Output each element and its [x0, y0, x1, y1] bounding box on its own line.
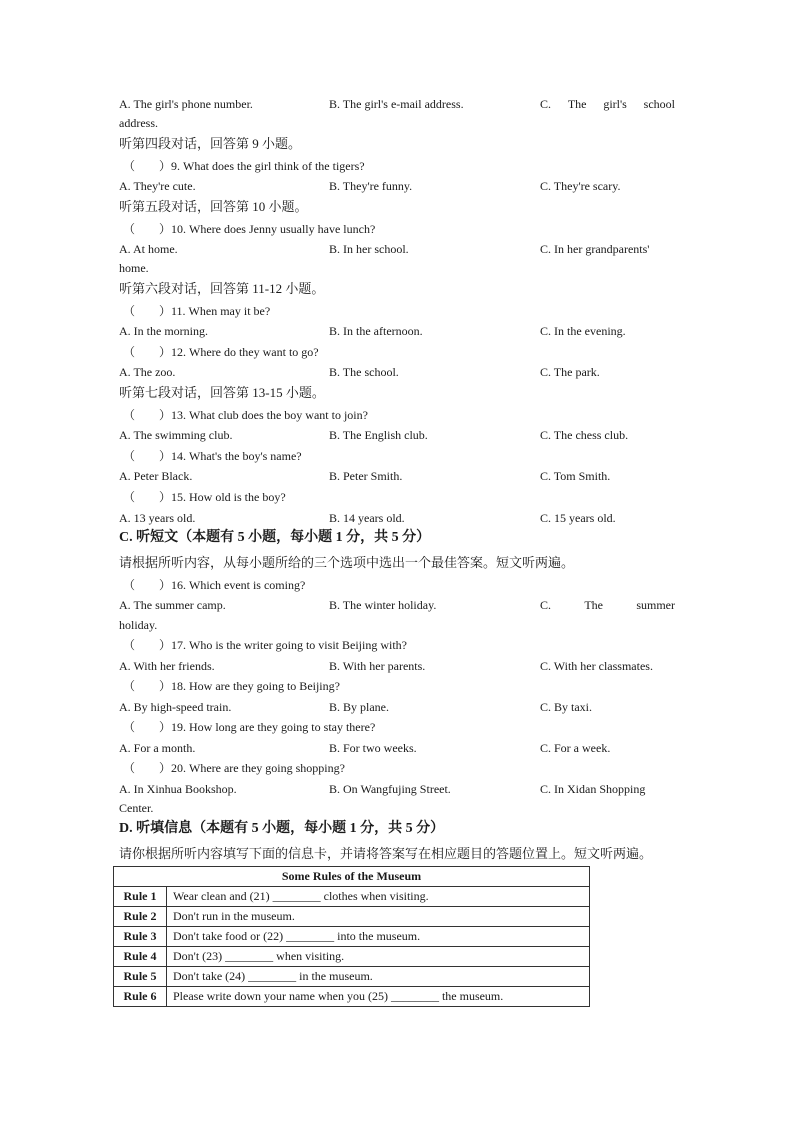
q14-option-c: C. Tom Smith.	[540, 469, 611, 483]
table-row	[114, 927, 590, 947]
part-4-heading: 听第四段对话，回答第 9 小题。	[119, 136, 302, 151]
q16-option-c-word: summer	[636, 598, 675, 612]
table-row	[114, 947, 590, 967]
q19-option-b: B. For two weeks.	[329, 741, 417, 755]
q9-option-b: B. They're funny.	[329, 179, 413, 193]
q10-option-c-wrap: home.	[119, 261, 149, 275]
rule-label: Rule 2	[114, 907, 167, 927]
table-row	[114, 907, 590, 927]
q20-option-c-wrap: Center.	[119, 801, 154, 815]
section-d-title: D. 听填信息（本题有 5 小题，每小题 1 分，共 5 分）	[119, 821, 445, 836]
q8-option-b: B. The girl's e-mail address.	[329, 97, 464, 111]
part-5-heading: 听第五段对话，回答第 10 小题。	[119, 199, 308, 214]
q15-option-c: C. 15 years old.	[540, 511, 616, 525]
q12-stem: （ ）12. Where do they want to go?	[123, 345, 319, 359]
section-c-instructions: 请根据所听内容，从每小题所给的三个选项中选出一个最佳答案。短文听两遍。	[119, 555, 575, 570]
q10-option-b: B. In her school.	[329, 242, 409, 256]
q16-option-b: B. The winter holiday.	[329, 598, 437, 612]
q19-option-a: A. For a month.	[119, 741, 196, 755]
q14-stem: （ ）14. What's the boy's name?	[123, 449, 302, 463]
q16-option-a: A. The summer camp.	[119, 598, 226, 612]
rule-text: Don't take food or (22) ________ into the museum.	[167, 927, 590, 947]
rule-label: Rule 1	[114, 887, 167, 907]
q20-option-b: B. On Wangfujing Street.	[329, 782, 451, 796]
q11-stem: （ ）11. When may it be?	[123, 304, 271, 318]
q18-option-c: C. By taxi.	[540, 700, 593, 714]
rule-label: Rule 6	[114, 987, 167, 1007]
q18-stem: （ ）18. How are they going to Beijing?	[123, 679, 340, 693]
q13-option-b: B. The English club.	[329, 428, 428, 442]
q19-stem: （ ）19. How long are they going to stay there?	[123, 720, 376, 734]
rule-text: Please write down your name when you (25) ________ the museum.	[167, 987, 590, 1007]
q9-stem: （ ）9. What does the girl think of the tigers?	[123, 159, 365, 173]
q13-stem: （ ）13. What club does the boy want to join?	[123, 408, 368, 422]
section-d-instructions: 请你根据所听内容填写下面的信息卡，并请将答案写在相应题目的答题位置上。短文听两遍。	[119, 846, 653, 861]
q16-option-c-word: The	[584, 598, 603, 612]
q17-stem: （ ）17. Who is the writer going to visit Beijing with?	[123, 638, 407, 652]
q8-option-c-word: girl's	[603, 97, 627, 111]
q17-option-c: C. With her classmates.	[540, 659, 653, 673]
part-6-heading: 听第六段对话，回答第 11-12 小题。	[119, 281, 325, 296]
q12-option-b: B. The school.	[329, 365, 399, 379]
q15-option-a: A. 13 years old.	[119, 511, 196, 525]
q18-option-b: B. By plane.	[329, 700, 389, 714]
table-row	[114, 887, 590, 907]
q20-option-c: C. In Xidan Shopping	[540, 782, 646, 796]
q8-option-c	[540, 96, 675, 112]
q8-option-c-word: school	[643, 97, 675, 111]
rule-label: Rule 4	[114, 947, 167, 967]
q16-stem: （ ）16. Which event is coming?	[123, 578, 306, 592]
q8-option-a: A. The girl's phone number.	[119, 97, 253, 111]
q13-option-c: C. The chess club.	[540, 428, 629, 442]
q8-option-c-word: C.	[540, 97, 552, 111]
rule-text: Don't take (24) ________ in the museum.	[167, 967, 590, 987]
rule-label: Rule 3	[114, 927, 167, 947]
q11-option-b: B. In the afternoon.	[329, 324, 423, 338]
q9-option-c: C. They're scary.	[540, 179, 621, 193]
q9-option-a: A. They're cute.	[119, 179, 196, 193]
q10-option-a: A. At home.	[119, 242, 178, 256]
q16-option-c-word: C.	[540, 598, 552, 612]
q18-option-a: A. By high-speed train.	[119, 700, 232, 714]
q15-option-b: B. 14 years old.	[329, 511, 405, 525]
q14-option-a: A. Peter Black.	[119, 469, 193, 483]
q13-option-a: A. The swimming club.	[119, 428, 233, 442]
q12-option-a: A. The zoo.	[119, 365, 176, 379]
museum-rules-table	[113, 866, 590, 1007]
q17-option-a: A. With her friends.	[119, 659, 215, 673]
q19-option-c: C. For a week.	[540, 741, 611, 755]
q12-option-c: C. The park.	[540, 365, 600, 379]
rule-text: Wear clean and (21) ________ clothes when visiting.	[167, 887, 590, 907]
q16-option-c	[540, 597, 675, 613]
rule-text: Don't (23) ________ when visiting.	[167, 947, 590, 967]
rule-text: Don't run in the museum.	[167, 907, 590, 927]
table-row	[114, 967, 590, 987]
table-row	[114, 987, 590, 1007]
rule-label: Rule 5	[114, 967, 167, 987]
q10-stem: （ ）10. Where does Jenny usually have lunch?	[123, 222, 376, 236]
q11-option-c: C. In the evening.	[540, 324, 626, 338]
q8-option-c-wrap: address.	[119, 116, 158, 130]
q16-option-c-wrap: holiday.	[119, 618, 158, 632]
q17-option-b: B. With her parents.	[329, 659, 426, 673]
q11-option-a: A. In the morning.	[119, 324, 208, 338]
q15-stem: （ ）15. How old is the boy?	[123, 490, 286, 504]
section-c-title: C. 听短文（本题有 5 小题，每小题 1 分，共 5 分）	[119, 530, 431, 545]
q14-option-b: B. Peter Smith.	[329, 469, 403, 483]
table-header: Some Rules of the Museum	[114, 867, 590, 887]
q20-stem: （ ）20. Where are they going shopping?	[123, 761, 345, 775]
q8-option-c-word: The	[567, 97, 587, 111]
q10-option-c: C. In her grandparents'	[540, 242, 650, 256]
q20-option-a: A. In Xinhua Bookshop.	[119, 782, 237, 796]
table-header-row	[114, 867, 590, 887]
part-7-heading: 听第七段对话，回答第 13-15 小题。	[119, 385, 325, 400]
